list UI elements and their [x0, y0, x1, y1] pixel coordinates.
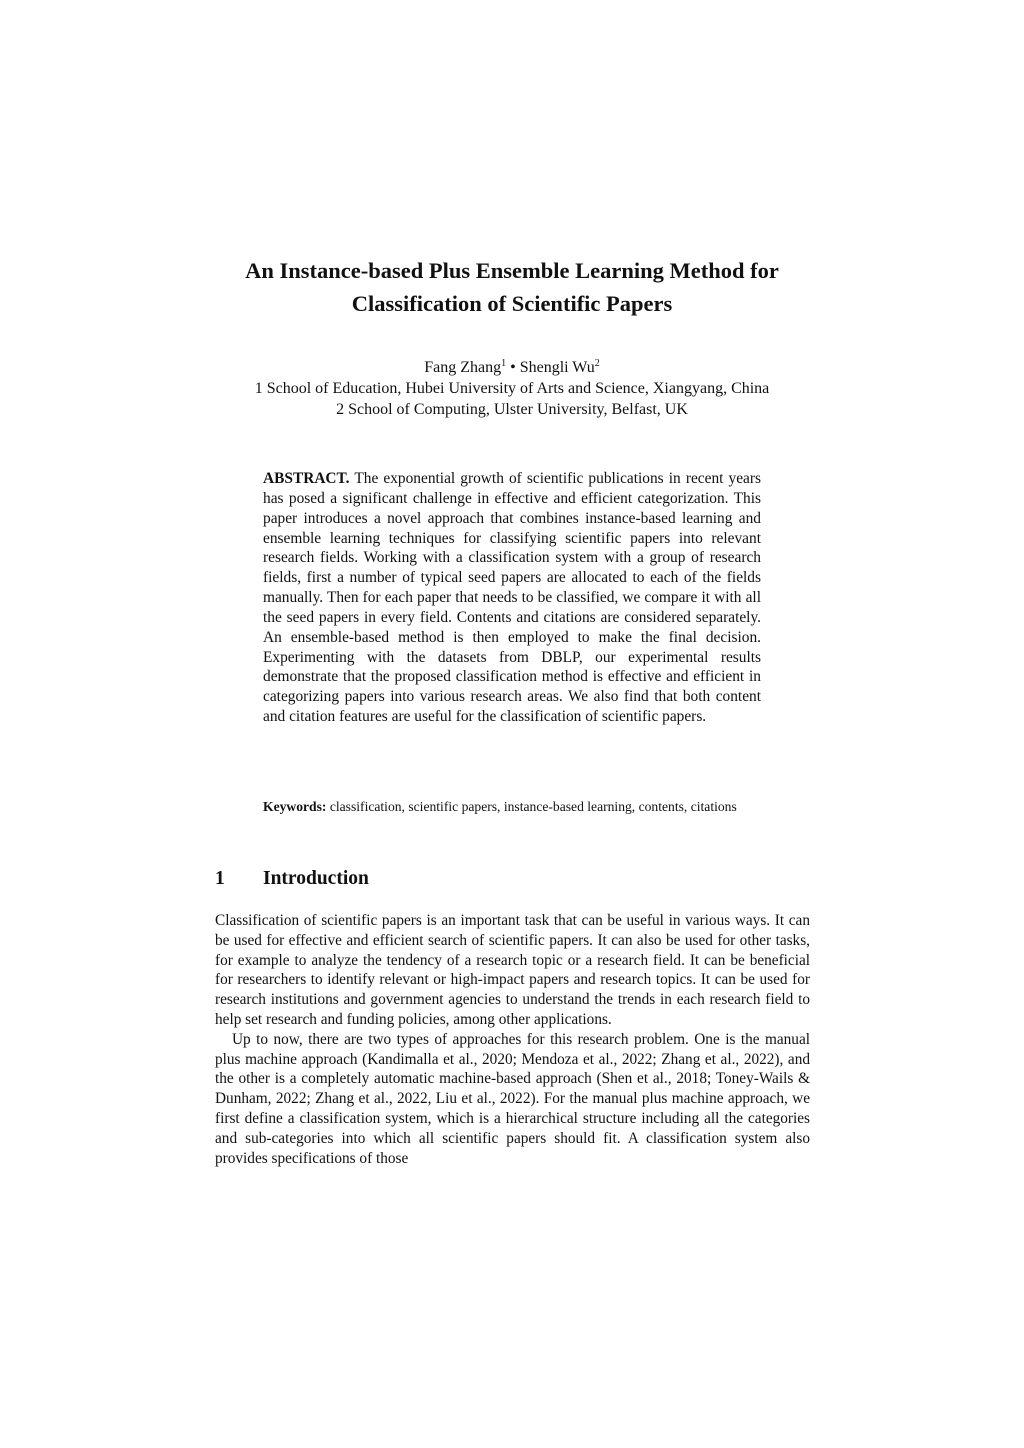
title-line-2: Classification of Scientific Papers [351, 291, 673, 316]
affiliation-1: 1 School of Education, Hubei University of Arts and Science, Xiangyang, China [254, 380, 770, 397]
introduction-body [215, 911, 810, 1168]
title-line-1: An Instance-based Plus Ensemble Learning Method for [245, 258, 779, 283]
author-1-name: Fang Zhang [424, 359, 502, 376]
author-2-name: Shengli Wu [519, 359, 595, 376]
intro-paragraph-2: Up to now, there are two types of approaches for this research problem. One is the manual plus machine approach (Kandimalla et al., 2020; Mendoza et al., 2022; Zhang et al., 2022), and the other is a completely automatic machine-based approach (Shen et al., 2018; Toney-Wails & Dunham, 2022; Zhang et al., 2022, Liu et al., 2022). For the manual plus machine approach, we first define a classification system, which is a hierarchical structure including all the categories and sub-categories into which all scientific papers should fit. A classification system also provides specifications of those [215, 1030, 810, 1167]
intro-paragraph-1: Classification of scientific papers is an important task that can be useful in various ways. It can be used for effective and efficient search of scientific papers. It can also be used for other tasks, for example to analyze the tendency of a research topic or a research field. It can be beneficial for researchers to identify relevant or high-impact papers and research topics. It can be used for research institutions and government agencies to understand the trends in each research field to help set research and funding policies, among other applications. [215, 912, 810, 1028]
affiliation-2: 2 School of Computing, Ulster University, Belfast, UK [336, 401, 688, 418]
section-heading-introduction [215, 866, 815, 892]
section-number: 1 [215, 868, 225, 889]
paper-title [150, 254, 874, 320]
abstract-label: ABSTRACT. [263, 470, 350, 487]
author-block [150, 357, 874, 420]
keywords [263, 797, 761, 817]
author-line [150, 357, 874, 378]
author-1-affiliation-mark: 1 [501, 358, 507, 369]
author-2-affiliation-mark: 2 [594, 358, 600, 369]
section-title: Introduction [263, 868, 369, 889]
abstract [263, 469, 761, 727]
keywords-text: classification, scientific papers, instance-based learning, contents, citations [326, 799, 737, 814]
author-separator: • [506, 359, 520, 376]
abstract-text: The exponential growth of scientific publications in recent years has posed a significant challenge in effective and efficient categorization. This paper introduces a novel approach that combines instance-based learning and ensemble learning techniques for classifying scientific papers into relevant research fields. Working with a classification system with a group of research fields, first a number of typical seed papers are allocated to each of the fields manually. Then for each paper that needs to be classified, we compare it with all the seed papers in every field. Contents and citations are considered separately. An ensemble-based method is then employed to make the final decision. Experimenting with the datasets from DBLP, our experimental results demonstrate that the proposed classification method is effective and efficient in categorizing papers into various research areas. We also find that both content and citation features are useful for the classification of scientific papers. [263, 470, 761, 726]
keywords-label: Keywords: [263, 799, 327, 814]
